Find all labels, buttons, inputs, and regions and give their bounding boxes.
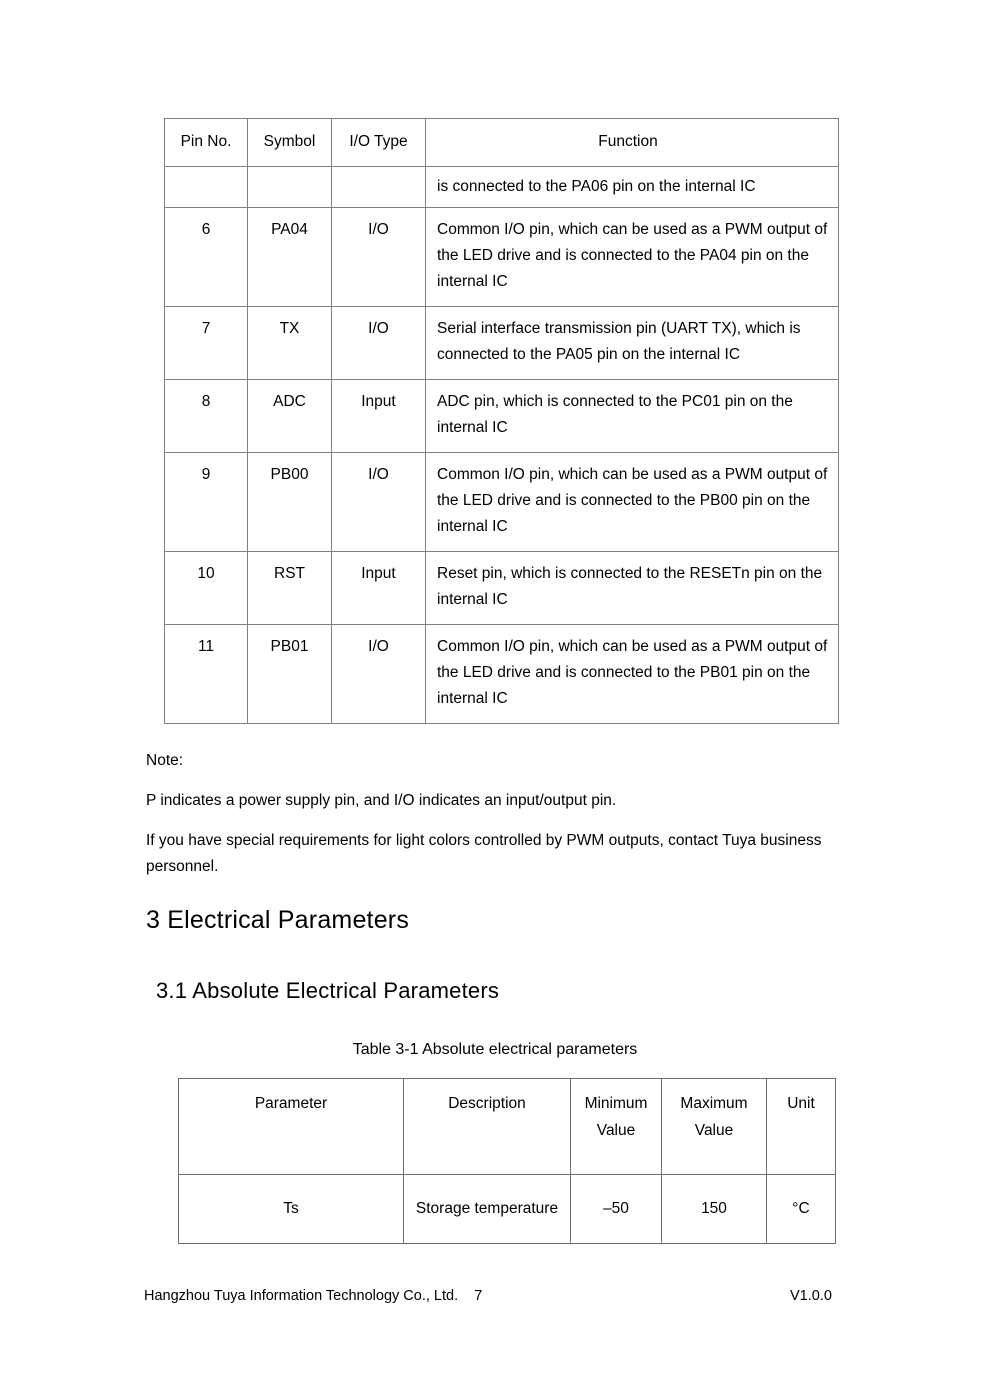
- cell-pin-no: 7: [165, 307, 248, 380]
- section-heading: 3 Electrical Parameters: [146, 906, 410, 934]
- note-paragraph-2: If you have special requirements for light colors controlled by PWM outputs, contact Tuya business personnel.: [146, 832, 822, 875]
- cell-io-type: I/O: [332, 453, 426, 552]
- cell-symbol: [248, 167, 332, 208]
- table-row: [165, 307, 839, 380]
- cell-function: Common I/O pin, which can be used as a PWM output of the LED drive and is connected to the PB01 pin on the internal IC: [426, 625, 839, 724]
- table-row: [165, 453, 839, 552]
- param-table-body: [179, 1175, 836, 1244]
- column-header-parameter: Parameter: [179, 1079, 404, 1175]
- cell-function: Common I/O pin, which can be used as a PWM output of the LED drive and is connected to the PB00 pin on the internal IC: [426, 453, 839, 552]
- cell-io-type: I/O: [332, 208, 426, 307]
- table-row: [179, 1175, 836, 1244]
- cell-function: Common I/O pin, which can be used as a PWM output of the LED drive and is connected to the PA04 pin on the internal IC: [426, 208, 839, 307]
- note-paragraph-1: P indicates a power supply pin, and I/O indicates an input/output pin.: [146, 792, 617, 809]
- cell-parameter: Ts: [179, 1175, 404, 1244]
- column-header-io-type: I/O Type: [332, 119, 426, 167]
- cell-symbol: RST: [248, 552, 332, 625]
- table-row: [165, 625, 839, 724]
- cell-function: Serial interface transmission pin (UART TX), which is connected to the PA05 pin on the internal IC: [426, 307, 839, 380]
- absolute-electrical-parameters-table: [178, 1078, 836, 1244]
- cell-io-type: I/O: [332, 307, 426, 380]
- table-row: [165, 552, 839, 625]
- column-header-maximum-value: Maximum Value: [662, 1079, 767, 1175]
- cell-symbol: ADC: [248, 380, 332, 453]
- cell-pin-no: 9: [165, 453, 248, 552]
- column-header-unit: Unit: [767, 1079, 836, 1175]
- subsection-heading: 3.1 Absolute Electrical Parameters: [156, 978, 500, 1003]
- cell-description: Storage temperature: [404, 1175, 571, 1244]
- table-row: [165, 208, 839, 307]
- cell-function: ADC pin, which is connected to the PC01 pin on the internal IC: [426, 380, 839, 453]
- cell-pin-no: 8: [165, 380, 248, 453]
- table-header-row: [165, 119, 839, 167]
- cell-io-type: I/O: [332, 625, 426, 724]
- cell-pin-no: 11: [165, 625, 248, 724]
- cell-symbol: PB00: [248, 453, 332, 552]
- pin-table-body: [165, 167, 839, 724]
- footer-version: V1.0.0: [790, 1288, 832, 1304]
- note-section: [146, 748, 846, 894]
- note-label: Note:: [146, 752, 184, 769]
- pin-description-table: [164, 118, 839, 724]
- column-header-description: Description: [404, 1079, 571, 1175]
- column-header-symbol: Symbol: [248, 119, 332, 167]
- cell-function: Reset pin, which is connected to the RESETn pin on the internal IC: [426, 552, 839, 625]
- column-header-minimum-value: Minimum Value: [571, 1079, 662, 1175]
- cell-symbol: PB01: [248, 625, 332, 724]
- table-row: [165, 167, 839, 208]
- cell-function: is connected to the PA06 pin on the internal IC: [426, 167, 839, 208]
- footer-company-and-page: Hangzhou Tuya Information Technology Co., Ltd. 7: [144, 1288, 483, 1304]
- column-header-function: Function: [426, 119, 839, 167]
- table-header-row: [179, 1079, 836, 1175]
- cell-io-type: Input: [332, 552, 426, 625]
- cell-pin-no: [165, 167, 248, 208]
- cell-minimum-value: –50: [571, 1175, 662, 1244]
- cell-io-type: [332, 167, 426, 208]
- cell-unit: °C: [767, 1175, 836, 1244]
- cell-symbol: TX: [248, 307, 332, 380]
- cell-maximum-value: 150: [662, 1175, 767, 1244]
- cell-symbol: PA04: [248, 208, 332, 307]
- table-row: [165, 380, 839, 453]
- cell-pin-no: 10: [165, 552, 248, 625]
- table-caption: Table 3-1 Absolute electrical parameters: [352, 1041, 638, 1058]
- cell-pin-no: 6: [165, 208, 248, 307]
- cell-io-type: Input: [332, 380, 426, 453]
- pin-table-header: [165, 119, 839, 167]
- column-header-pin-no: Pin No.: [165, 119, 248, 167]
- param-table-header: [179, 1079, 836, 1175]
